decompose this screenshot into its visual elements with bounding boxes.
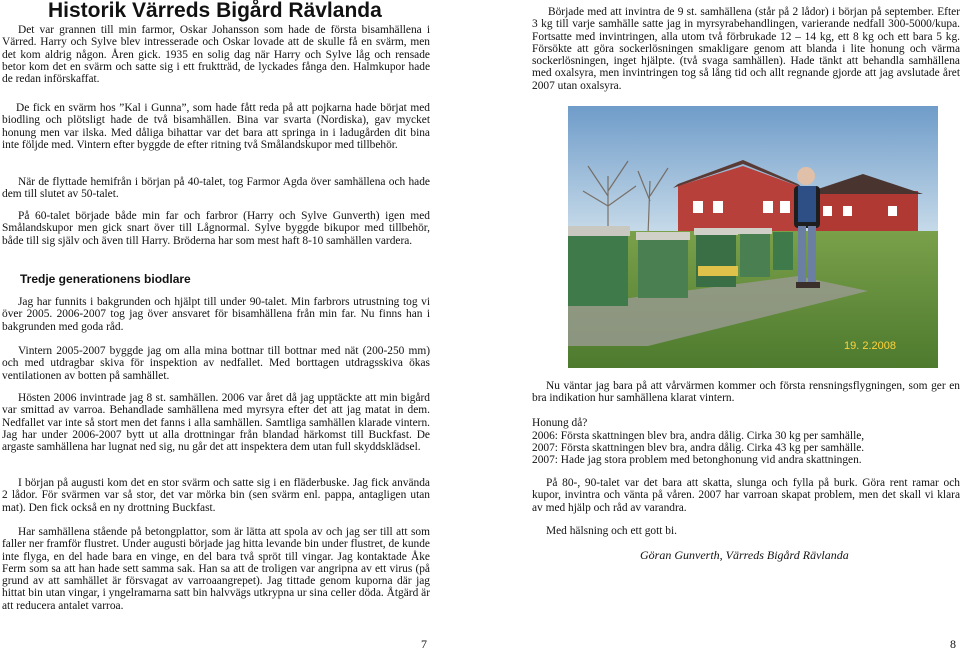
beehive-photo-image <box>568 106 938 368</box>
paragraph: Började med att invintra de 9 st. samhällena (står på 2 lådor) i början på september. Efter 3 kg till varje samhälle satte jag in myrsyrabehandlingen, varierande nedfall 300-5000/kupa. Fortsatte med invintringen, alla utom två förbrukade 12 – 14 kg, ett 8 kg och ett bara 5 kg. Försökte att göra sockerlösningen smakligare genom att blanda i lite honung och värma sockerlösningen, inget hjälpte. (två svaga samhällen). Hade tänkt att behandla samhällena med oxalsyra, men invintringen tog så lång tid och allt regnande gjorde att jag avslutade året 2007 utan oxalsyra. <box>532 6 960 92</box>
honung-line: 2007: Hade jag stora problem med betonghonung vid andra skattningen. <box>532 454 862 466</box>
paragraph: Vintern 2005-2007 byggde jag om alla mina bottnar till bottnar med nät (200-250 mm) och med utdragbar skiva för inspektion av nedfallet. Med borttagen utdragsskiva ökas ventilationen av botten på samhället. <box>2 345 430 382</box>
section-heading: Tredje generationens biodlare <box>20 272 191 286</box>
honung-line: 2007: Första skattningen blev bra, andra dålig. Cirka 43 kg per samhälle. <box>532 442 865 454</box>
paragraph: På 60-talet började både min far och farbror (Harry och Sylve Gunverth) igen med Smålandskupor men gick snart över till Lågnormal. Sylve byggde bikupor med tillbehör, både till sig själv och även till Harry. Bröderna har som mest haft 8-10 samhällen vardera. <box>2 210 430 247</box>
paragraph: När de flyttade hemifrån i början på 40-talet, tog Farmor Agda över samhällena och hade dem till slutet av 50-talet. <box>2 176 430 201</box>
beehive-photo <box>568 106 938 368</box>
paragraph: De fick en svärm hos ”Kal i Gunna”, som hade fått reda på att pojkarna hade börjat med biodling och plötsligt hade de två bisamhällen. Bina var svarta (Nordiska), gav mycket honung men var ilska. Med dåliga bihattar var det bara att springa in i ladugården dit bina inte följde med. Vintern efter byggde de efter ritning två Smålandskupor med tillbehör. <box>2 102 430 151</box>
page-number-right: 8 <box>950 637 956 651</box>
paragraph: I början på augusti kom det en stor svärm och satte sig i en fläderbuske. Jag fick använda 2 lådor. För svärmen var så stor, det var mörka bin (sen svärm enl. pappa, antagligen utan mat). Den fick också en ny drottning Buckfast. <box>2 477 430 514</box>
page-title: Historik Värreds Bigård Rävlanda <box>48 0 382 22</box>
signature: Göran Gunverth, Värreds Bigård Rävlanda <box>640 548 849 562</box>
honung-line: 2006: Första skattningen blev bra, andra dålig. Cirka 30 kg per samhälle, <box>532 430 865 442</box>
paragraph: Nu väntar jag bara på att vårvärmen kommer och första rensningsflygningen, som ger en bra indikation hur samhällena klarat vintern. <box>532 380 960 405</box>
paragraph: Jag har funnits i bakgrunden och hjälpt till under 90-talet. Min farbrors utrustning tog vi över 2005. 2006-2007 tog jag över ansvaret för bisamhällena från min far. Nu finns han i bakgrunden med goda råd. <box>2 296 430 333</box>
paragraph: Hösten 2006 invintrade jag 8 st. samhällen. 2006 var året då jag upptäckte att min bigård var smittad av varroa. Behandlade samhällena med myrsyra efter det att jag matat in dem. Nedfallet var inte så stort men det fanns i alla samhällen. Samtliga samhällen klarade vintern. Jag har under 2006-2007 bytt ut alla drottningar från blandad härkomst till Buckfast. De argaste samhällena har lugnat ned sig, nu går det att inspektera dem utan full skyddsklädsel. <box>2 392 430 454</box>
page-number-left: 7 <box>421 637 427 651</box>
greeting: Med hälsning och ett gott bi. <box>546 525 677 537</box>
paragraph: Har samhällena stående på betongplattor, som är lätta att spola av och jag ser till att som faller ner framför flustret. Under augusti började jag hitta levande bin under flustret, de kunde inte flyga, en del hade bara en vinge, en del bara två spröt till vingar. Jag kontaktade Åke Ferm som sa att han hade sett samma sak. Han sa att de troligen var angripna av ett virus (på grund av att samhället är försvagat av varroaangrepet). Jag tittade genom kuporna där jag hittat bin utan vingar, i yngelramarna satt bin halvvägs utkrypna ur sina celler döda. Åtgärd är att reducera antalet varroa. <box>2 526 430 612</box>
photo-date-stamp: 19. 2.2008 <box>844 340 896 352</box>
paragraph: På 80-, 90-talet var det bara att skatta, slunga och fylla på burk. Göra rent ramar och kupor, invintra och vänta på våren. 2007 har varroan skapat problem, men det skall vi klara av med hjälp och råd av varandra. <box>532 477 960 514</box>
honung-heading: Honung då? <box>532 417 588 429</box>
paragraph: Det var grannen till min farmor, Oskar Johansson som hade de första bisamhällena i Värred. Harry och Sylve blev intresserade och Oskar lovade att de skulle få en svärm, men det kom aldrig någon. Åren gick. 1935 en solig dag när Harry och Sylve låg och rensade betor kom det en svärm och satte sig i ett fruktträd, de lyckades fånga den. Halmkupor hade de redan införskaffat. <box>2 24 430 86</box>
